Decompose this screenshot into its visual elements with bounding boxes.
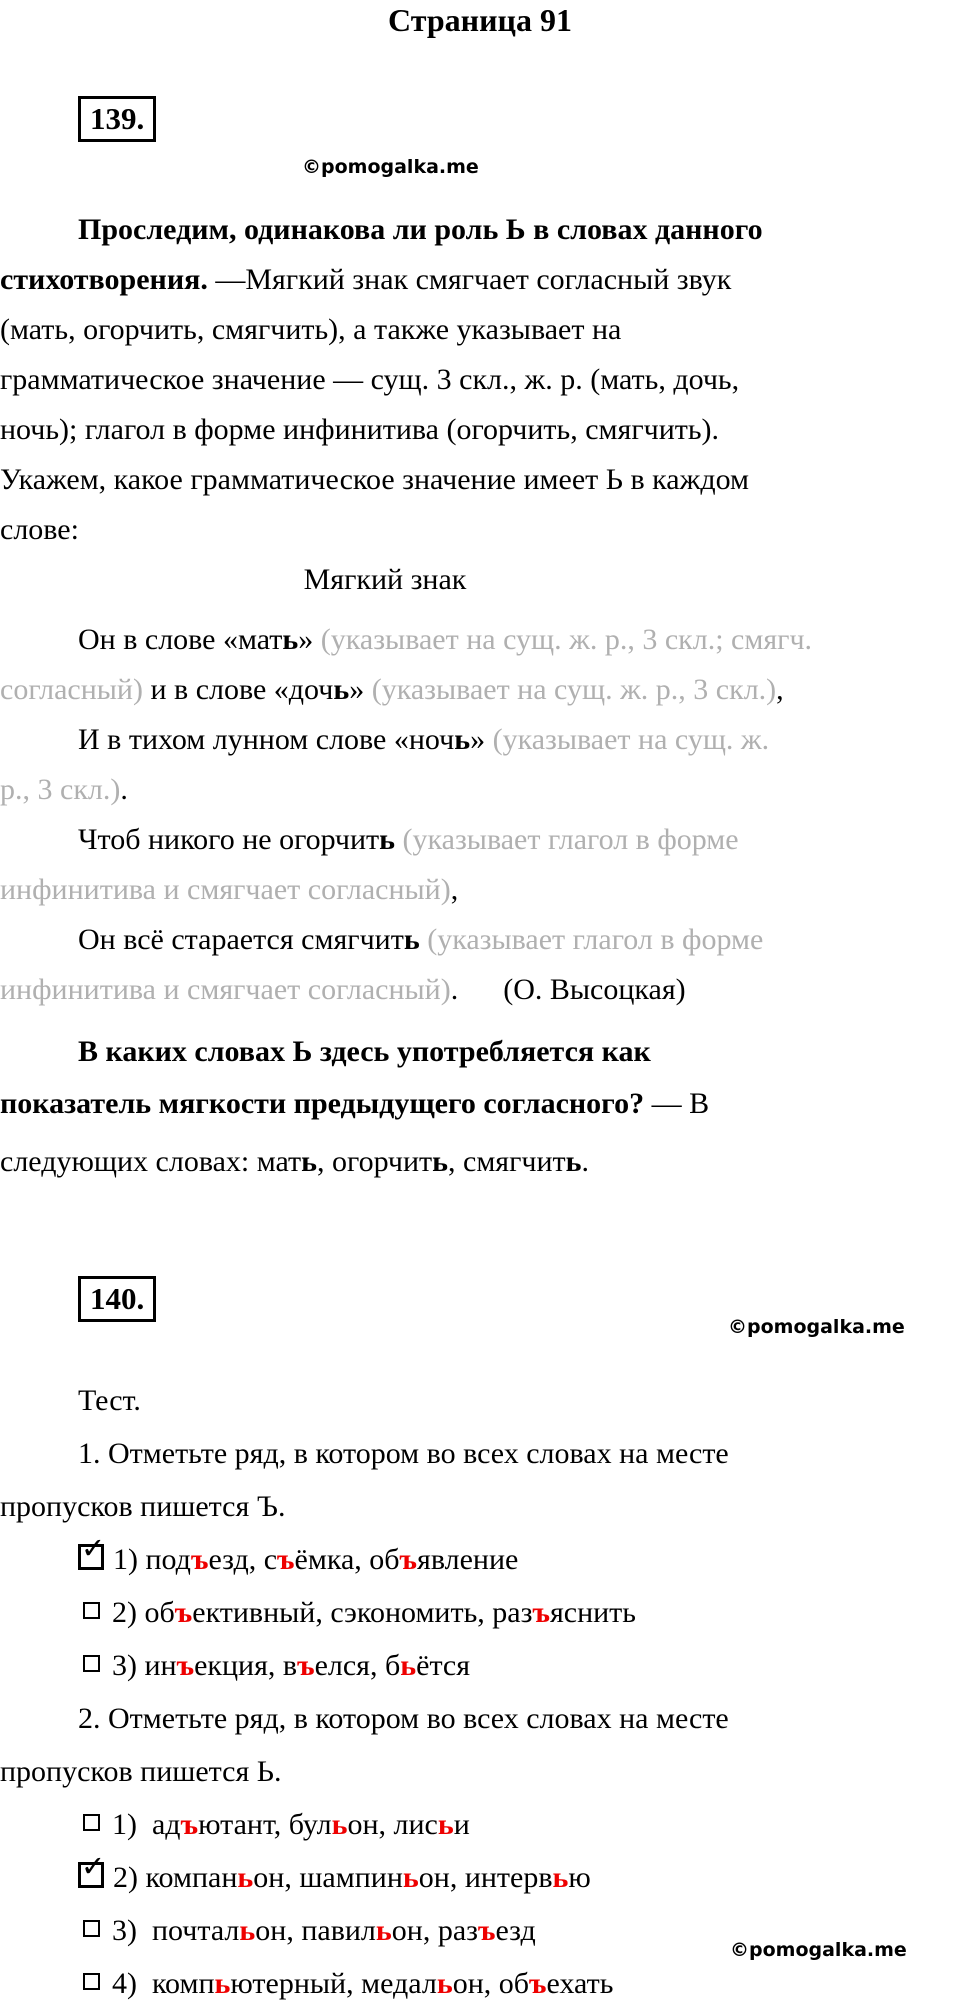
text-line — [0, 965, 960, 1015]
checkbox-unchecked-icon — [83, 1655, 100, 1672]
text-segment: ётся — [416, 1649, 471, 1682]
text-line — [0, 815, 960, 865]
text-line — [0, 1137, 960, 1187]
text-segment: И в тихом лунном слове «ноч — [78, 723, 455, 756]
text-segment: он, лис — [347, 1808, 438, 1841]
text-segment: 3) ин — [112, 1649, 177, 1682]
text-segment: ехать — [546, 1967, 614, 2000]
text-line — [0, 355, 960, 405]
text-line — [0, 405, 960, 455]
text-segment: ь — [400, 1649, 417, 1682]
text-segment: 1. Отметьте ряд, в котором во всех словах на месте — [78, 1437, 729, 1470]
text-segment: елся, б — [314, 1649, 401, 1682]
text-segment: (указывает на сущ. ж. р., 3 скл.) — [371, 673, 777, 706]
text-segment: ёмка, об — [294, 1543, 400, 1576]
text-segment: 2) компан — [113, 1861, 238, 1894]
text-segment: ь — [454, 723, 471, 756]
text-segment: » — [349, 673, 372, 706]
text-segment: инфинитива и смягчает согласный) — [0, 873, 451, 906]
text-segment: 1) под — [113, 1543, 191, 1576]
text-segment: ь — [282, 623, 299, 656]
text-segment: , огорчит — [317, 1145, 433, 1178]
text-line — [0, 1480, 960, 1533]
text-segment: инфинитива и смягчает согласный) — [0, 973, 451, 1006]
text-segment: грамматическое значение — сущ. 3 скл., ж. р. (мать, дочь, — [0, 363, 740, 396]
text-segment: ь — [403, 923, 420, 956]
text-segment: он, об — [452, 1967, 530, 2000]
text-segment: пропусков пишется Ь. — [0, 1755, 282, 1788]
text-segment: Укажем, какое грамматическое значение имеет Ь в каждом — [0, 463, 749, 496]
text-segment: показатель мягкости предыдущего согласного? — [0, 1087, 652, 1120]
text-line — [0, 865, 960, 915]
text-segment: екция, в — [194, 1649, 298, 1682]
text-segment: ь — [436, 1967, 453, 2000]
text-line — [0, 505, 960, 555]
text-segment: ь — [552, 1861, 569, 1894]
text-segment: В каких словах Ь здесь употребляется как — [78, 1035, 651, 1068]
test-option — [0, 1798, 960, 1851]
text-segment: он, интерв — [418, 1861, 553, 1894]
text-line — [0, 255, 960, 305]
text-line — [0, 1427, 960, 1480]
text-segment: — В — [651, 1087, 710, 1120]
text-line — [0, 1745, 960, 1798]
text-segment: 2) об — [112, 1596, 175, 1629]
text-segment: Он всё старается смягчит — [78, 923, 404, 956]
text-segment: ь — [437, 1808, 454, 1841]
text-segment: ночь); глагол в форме инфинитива (огорчить, смягчить). — [0, 413, 720, 446]
text-segment: ъ — [176, 1649, 195, 1682]
text-segment: слове: — [0, 513, 79, 546]
text-segment — [395, 823, 403, 856]
text-segment: явление — [417, 1543, 519, 1576]
text-segment: езд — [495, 1914, 536, 1947]
text-segment: ъ — [399, 1543, 418, 1576]
test-option — [0, 1851, 960, 1904]
text-line — [0, 305, 960, 355]
text-segment: . — [581, 1145, 590, 1178]
text-line — [0, 915, 960, 965]
text-segment: ь — [237, 1861, 254, 1894]
text-segment: яснить — [549, 1596, 636, 1629]
text-segment: стихотворения. — [0, 263, 216, 296]
text-segment: ютерный, медал — [230, 1967, 437, 2000]
text-segment: » — [470, 723, 493, 756]
text-segment: . — [120, 773, 128, 806]
text-segment: (указывает глагол в форме — [402, 823, 739, 856]
text-segment: ь — [565, 1145, 582, 1178]
text-segment: ютант, бул — [198, 1808, 332, 1841]
text-segment: ъ — [277, 1543, 295, 1576]
text-line — [0, 715, 960, 765]
exercise-139-number-box: 139. — [78, 96, 156, 142]
text-line — [0, 1079, 960, 1129]
text-segment: согласный) — [0, 673, 151, 706]
text-line — [0, 765, 960, 815]
text-line — [0, 615, 960, 665]
text-segment: , смягчит — [448, 1145, 566, 1178]
text-segment: ь — [301, 1145, 318, 1178]
text-segment: ъ — [180, 1808, 199, 1841]
text-segment: Тест. — [78, 1384, 141, 1417]
page-title: Страница 91 — [388, 2, 572, 38]
text-segment: ь — [239, 1914, 256, 1947]
text-segment: (указывает на сущ. ж. р., 3 скл.; смягч. — [320, 623, 813, 656]
text-segment: Он в слове «мат — [78, 623, 283, 656]
text-line — [0, 205, 960, 255]
text-segment: ь — [432, 1145, 448, 1178]
text-segment: ъ — [297, 1649, 315, 1682]
text-line — [0, 1692, 960, 1745]
text-segment: пропусков пишется Ъ. — [0, 1490, 286, 1523]
checkbox-checked-icon — [78, 1531, 106, 1570]
text-segment: Проследим, одинакова ли роль Ь в словах данного — [78, 213, 763, 246]
text-segment: следующих словах: мат — [0, 1145, 302, 1178]
text-segment: он, шампин — [253, 1861, 403, 1894]
text-segment: , — [776, 673, 784, 706]
test-option — [0, 1586, 960, 1639]
watermark-pomogalka-middle: ©pomogalka.me — [728, 1316, 905, 1338]
text-segment: и в слове «доч — [150, 673, 334, 706]
exercise-140-text — [0, 1374, 960, 2004]
checkbox-unchecked-icon — [83, 1602, 100, 1619]
text-segment: ю — [568, 1861, 591, 1894]
text-line — [0, 665, 960, 715]
text-segment: ь — [402, 1861, 419, 1894]
text-segment: (указывает глагол в форме — [427, 923, 764, 956]
text-segment: —Мягкий знак смягчает согласный звук — [215, 263, 732, 296]
text-segment: » — [298, 623, 321, 656]
text-segment: ь — [379, 823, 396, 856]
text-segment: он, раз — [391, 1914, 478, 1947]
exercise-139-text — [0, 205, 960, 1187]
text-segment: р., 3 скл.) — [0, 773, 121, 806]
text-segment: 3) почтал — [112, 1914, 240, 1947]
watermark-pomogalka-top: ©pomogalka.me — [302, 156, 479, 178]
test-option — [0, 1639, 960, 1692]
text-line — [0, 1027, 960, 1077]
text-segment: ъ — [478, 1914, 496, 1947]
text-segment: 1) ад — [112, 1808, 181, 1841]
checkbox-unchecked-icon — [83, 1920, 100, 1937]
text-segment: 2. Отметьте ряд, в котором во всех словах на месте — [78, 1702, 729, 1735]
text-line — [0, 555, 770, 605]
text-segment: ъ — [190, 1543, 209, 1576]
text-segment: ь — [214, 1967, 231, 2000]
checkmark-icon: ✓ — [81, 1849, 106, 1883]
text-segment: , — [450, 873, 459, 906]
text-segment: (указывает на сущ. ж. — [492, 723, 770, 756]
text-segment: 4) комп — [112, 1967, 215, 2000]
text-segment: Мягкий знак — [303, 563, 467, 596]
checkmark-icon: ✓ — [81, 1531, 106, 1565]
checkbox-unchecked-icon — [83, 1814, 100, 1831]
text-segment: ъ — [529, 1967, 547, 2000]
text-segment: езд, с — [208, 1543, 278, 1576]
test-option — [0, 1957, 960, 2004]
exercise-140-number-box: 140. — [78, 1276, 156, 1322]
text-line — [0, 1374, 960, 1427]
text-segment: Чтоб никого не огорчит — [78, 823, 380, 856]
text-segment: ь — [333, 673, 350, 706]
watermark-pomogalka-bottom: ©pomogalka.me — [730, 1939, 907, 1961]
text-segment: ь — [375, 1914, 392, 1947]
text-segment: он, павил — [255, 1914, 376, 1947]
text-segment: и — [453, 1808, 470, 1841]
text-segment: ъ — [174, 1596, 193, 1629]
test-option — [0, 1533, 960, 1586]
text-segment: ь — [331, 1808, 348, 1841]
text-segment: ективный, сэкономить, раз — [192, 1596, 533, 1629]
checkbox-checked-icon — [78, 1849, 106, 1888]
checkbox-unchecked-icon — [83, 1973, 100, 1990]
text-segment: . (О. Высоцкая) — [450, 973, 686, 1006]
text-segment: (мать, огорчить, смягчить), а также указывает на — [0, 313, 622, 346]
text-line — [0, 455, 960, 505]
text-segment: ъ — [532, 1596, 550, 1629]
